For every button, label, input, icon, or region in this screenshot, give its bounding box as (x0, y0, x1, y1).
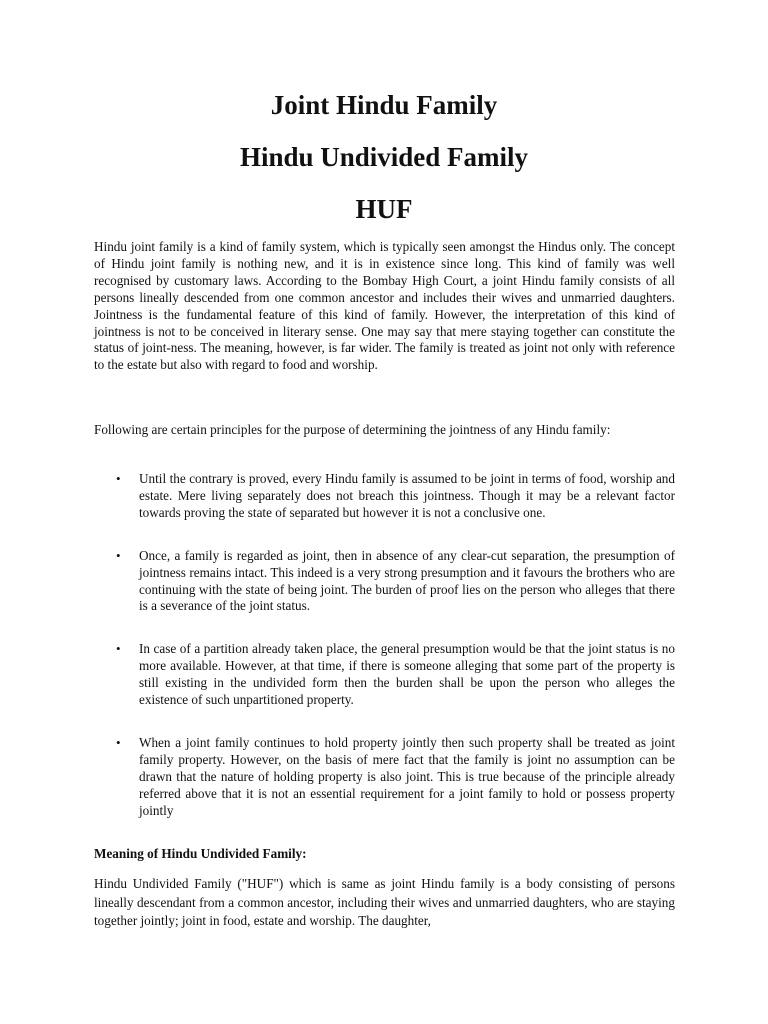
bullet-icon: • (116, 547, 121, 563)
title-joint-hindu-family: Joint Hindu Family (270, 90, 498, 120)
list-item-text: In case of a partition already taken place, the general presumption would be that the joint status is no more available. However, at that time, if there is someone alleging that some part of the property is still existing in the undivided form then the burden shall be upon the person who alleges the existence of such unpartitioned property. (139, 641, 675, 708)
bullet-icon: • (116, 471, 121, 486)
intro-paragraph: Hindu joint family is a kind of family system, which is typically seen amongst the Hindus only. The concept of Hindu joint family is nothing new, and it is in existence since long. This kind of family was well recognised by customary laws. According to the Bombay High Court, a joint Hindu family consists of all persons lineally descended from one common ancestor and includes their wives and unmarried daughters. Jointness is the fundamental feature of this kind of family. However, the interpretation of this kind of jointness is not to be conceived in literary sense. One may say that mere staying together can constitute the status of joint-ness. The meaning, however, is far wider. The family is treated as joint not only with reference to the estate but also with regard to food and worship. (94, 239, 675, 373)
title-hindu-undivided-family: Hindu Undivided Family (239, 142, 529, 172)
list-item-text: Until the contrary is proved, every Hindu family is assumed to be joint in terms of food, worship and estate. Mere living separately does not breach this jointness. Though it may be a relevant factor towards proving the state of separated but however it is not a conclusive one. (139, 471, 675, 520)
title-huf: HUF (355, 194, 413, 224)
principles-intro-paragraph: Following are certain principles for the purpose of determining the jointness of any Hindu family: (94, 422, 611, 437)
bullet-icon: • (116, 641, 121, 657)
principles-list (94, 471, 675, 820)
list-item-text: When a joint family continues to hold property jointly then such property shall be treated as joint family property. However, on the basis of mere fact that the family is joint no assumption can be drawn that the nature of holding property is also joint. This is true because of the principle already referred above that it is not an essential requirement for a joint family to hold or possess property jointly (139, 734, 675, 818)
section-heading-meaning: Meaning of Hindu Undivided Family: (94, 846, 307, 861)
list-item (94, 471, 675, 522)
list-item (94, 548, 675, 616)
bullet-icon: • (116, 734, 121, 750)
meaning-paragraph: Hindu Undivided Family ("HUF") which is same as joint Hindu family is a body consisting of persons lineally descendant from a common ancestor, including their wives and unmarried daughters, who are staying together jointly; joint in food, estate and worship. The daughter, (94, 876, 675, 929)
list-item (94, 735, 675, 820)
list-item-text: Once, a family is regarded as joint, then in absence of any clear-cut separation, the presumption of jointness remains intact. This indeed is a very strong presumption and it favours the brothers who are continuing with the state of being joint. The burden of proof lies on the person who alleges that there is a severance of the joint status. (139, 547, 675, 614)
list-item (94, 641, 675, 709)
